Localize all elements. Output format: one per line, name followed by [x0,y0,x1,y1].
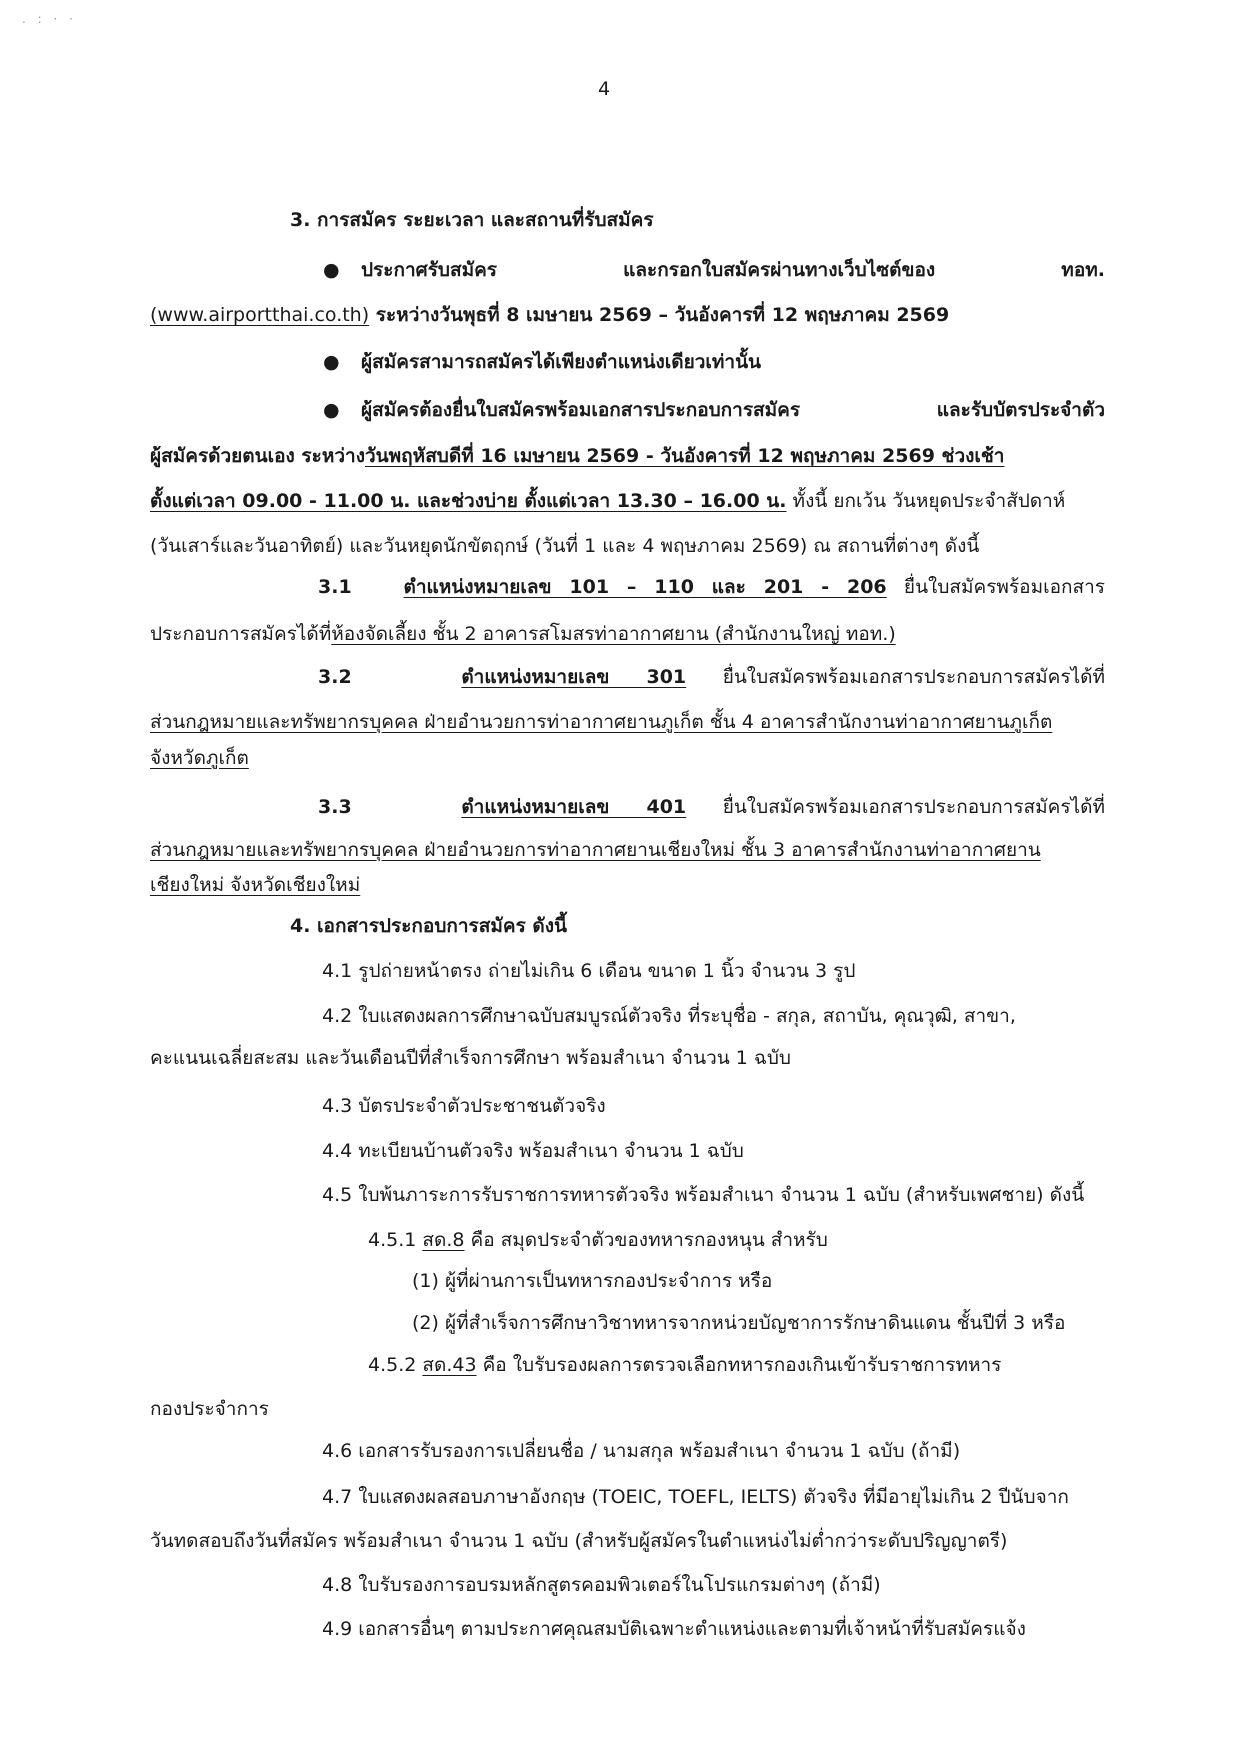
item-4-5-2: 4.5.2 สด.43 คือ ใบรับรองผลการตรวจเลือกทหารกองเกินเข้ารับราชการทหาร [368,1354,1002,1376]
bullet-3-line-2: ผู้สมัครด้วยตนเอง ระหว่างวันพฤหัสบดีที่ 16 เมษายน 2569 - วันอังคารที่ 12 พฤษภาคม 2569 ช่วงเช้า [150,445,1005,467]
item-4-6: 4.6 เอกสารรับรองการเปลี่ยนชื่อ / นามสกุล พร้อมสำเนา จำนวน 1 ฉบับ (ถ้ามี) [322,1440,961,1462]
item-3-3-line-2: ส่วนกฎหมายและทรัพยากรบุคคล ฝ่ายอำนวยการท่าอากาศยานเชียงใหม่ ชั้น 3 อาคารสำนักงานท่าอากาศยาน [150,839,1041,861]
bullet-icon: ● [323,259,340,281]
item-3-3-line-1: 3.3 ตำแหน่งหมายเลข 401 ยื่นใบสมัครพร้อมเอกสารประกอบการสมัครได้ที่ [318,796,1106,818]
item-4-8: 4.8 ใบรับรองการอบรมหลักสูตรคอมพิวเตอร์ในโปรแกรมต่างๆ (ถ้ามี) [322,1574,881,1596]
page-number: 4 [598,78,611,100]
item-4-2-line-2: คะแนนเฉลี่ยสะสม และวันเดือนปีที่สำเร็จการศึกษา พร้อมสำเนา จำนวน 1 ฉบับ [150,1047,791,1069]
item-4-4: 4.4 ทะเบียนบ้านตัวจริง พร้อมสำเนา จำนวน 1 ฉบับ [322,1140,744,1162]
item-3-2-line-2: ส่วนกฎหมายและทรัพยากรบุคคล ฝ่ายอำนวยการท่าอากาศยานภูเก็ต ชั้น 4 อาคารสำนักงานท่าอากาศยานภูเก็ต [150,711,1053,733]
item-4-1: 4.1 รูปถ่ายหน้าตรง ถ่ายไม่เกิน 6 เดือน ขนาด 1 นิ้ว จำนวน 3 รูป [322,960,856,982]
item-4-5-2-line-2: กองประจำการ [150,1398,269,1420]
item-3-2-line-3: จังหวัดภูเก็ต [150,747,249,769]
item-4-9: 4.9 เอกสารอื่นๆ ตามประกาศคุณสมบัติเฉพาะตำแหน่งและตามที่เจ้าหน้าที่รับสมัครแจ้ง [322,1618,1026,1640]
bullet-1-line-2: (www.airportthai.co.th) ระหว่างวันพุธที่ 8 เมษายน 2569 – วันอังคารที่ 12 พฤษภาคม 2569 [150,304,950,326]
item-4-2-line-1: 4.2 ใบแสดงผลการศึกษาฉบับสมบูรณ์ตัวจริง ที่ระบุชื่อ - สกุล, สถาบัน, คุณวุฒิ, สาขา, [322,1005,1016,1027]
item-4-5-1-b: (2) ผู้ที่สำเร็จการศึกษาวิชาทหารจากหน่วยบัญชาการรักษาดินแดน ชั้นปีที่ 3 หรือ [412,1312,1066,1334]
item-4-5-1-a: (1) ผู้ที่ผ่านการเป็นทหารกองประจำการ หรือ [412,1270,773,1292]
scan-speck: . : · · [22,12,77,26]
bullet-2: ● ผู้สมัครสามารถสมัครได้เพียงตำแหน่งเดียวเท่านั้น [323,347,761,377]
section-4-heading: 4. เอกสารประกอบการสมัคร ดังนี้ [290,915,568,937]
section-3-heading: 3. การสมัคร ระยะเวลา และสถานที่รับสมัคร [290,209,654,231]
bullet-1-line-1: ● ประกาศรับสมัคร และกรอกใบสมัครผ่านทางเว็บไซต์ของ ทอท. [323,255,1105,285]
item-4-7-line-2: วันทดสอบถึงวันที่สมัคร พร้อมสำเนา จำนวน 1 ฉบับ (สำหรับผู้สมัครในตำแหน่งไม่ต่ำกว่าระดับปริญญาตรี) [150,1530,1008,1552]
item-4-5-1: 4.5.1 สด.8 คือ สมุดประจำตัวของทหารกองหนุน สำหรับ [368,1229,828,1251]
item-3-1-line-1: 3.1 ตำแหน่งหมายเลข 101 – 110 และ 201 - 206 ยื่นใบสมัครพร้อมเอกสาร [318,576,1105,598]
bullet-3-line-3: ตั้งแต่เวลา 09.00 - 11.00 น. และช่วงบ่าย ตั้งแต่เวลา 13.30 – 16.00 น. ทั้งนี้ ยกเว้น วันหยุดประจำสัปดาห์ [150,490,1066,512]
item-3-2-line-1: 3.2 ตำแหน่งหมายเลข 301 ยื่นใบสมัครพร้อมเอกสารประกอบการสมัครได้ที่ [318,666,1106,688]
item-3-1-line-2: ประกอบการสมัครได้ที่ห้องจัดเลี้ยง ชั้น 2 อาคารสโมสรท่าอากาศยาน (สำนักงานใหญ่ ทอท.) [150,623,896,645]
bullet-3-line-4: (วันเสาร์และวันอาทิตย์) และวันหยุดนักขัตฤกษ์ (วันที่ 1 และ 4 พฤษภาคม 2569) ณ สถานที่ต่างๆ ดังนี้ [150,535,980,557]
bullet-icon: ● [323,351,340,373]
bullet-3-line-1: ● ผู้สมัครต้องยื่นใบสมัครพร้อมเอกสารประกอบการสมัคร และรับบัตรประจำตัว [323,395,1105,425]
item-4-7-line-1: 4.7 ใบแสดงผลสอบภาษาอังกฤษ (TOEIC, TOEFL, IELTS) ตัวจริง ที่มีอายุไม่เกิน 2 ปีนับจาก [322,1486,1069,1508]
item-3-3-line-3: เชียงใหม่ จังหวัดเชียงใหม่ [150,874,361,896]
website-link[interactable]: (www.airportthai.co.th) [150,304,370,326]
bullet-icon: ● [323,399,340,421]
item-4-5: 4.5 ใบพ้นภาระการรับราชการทหารตัวจริง พร้อมสำเนา จำนวน 1 ฉบับ (สำหรับเพศชาย) ดังนี้ [322,1184,1085,1206]
item-4-3: 4.3 บัตรประจำตัวประชาชนตัวจริง [322,1095,606,1117]
